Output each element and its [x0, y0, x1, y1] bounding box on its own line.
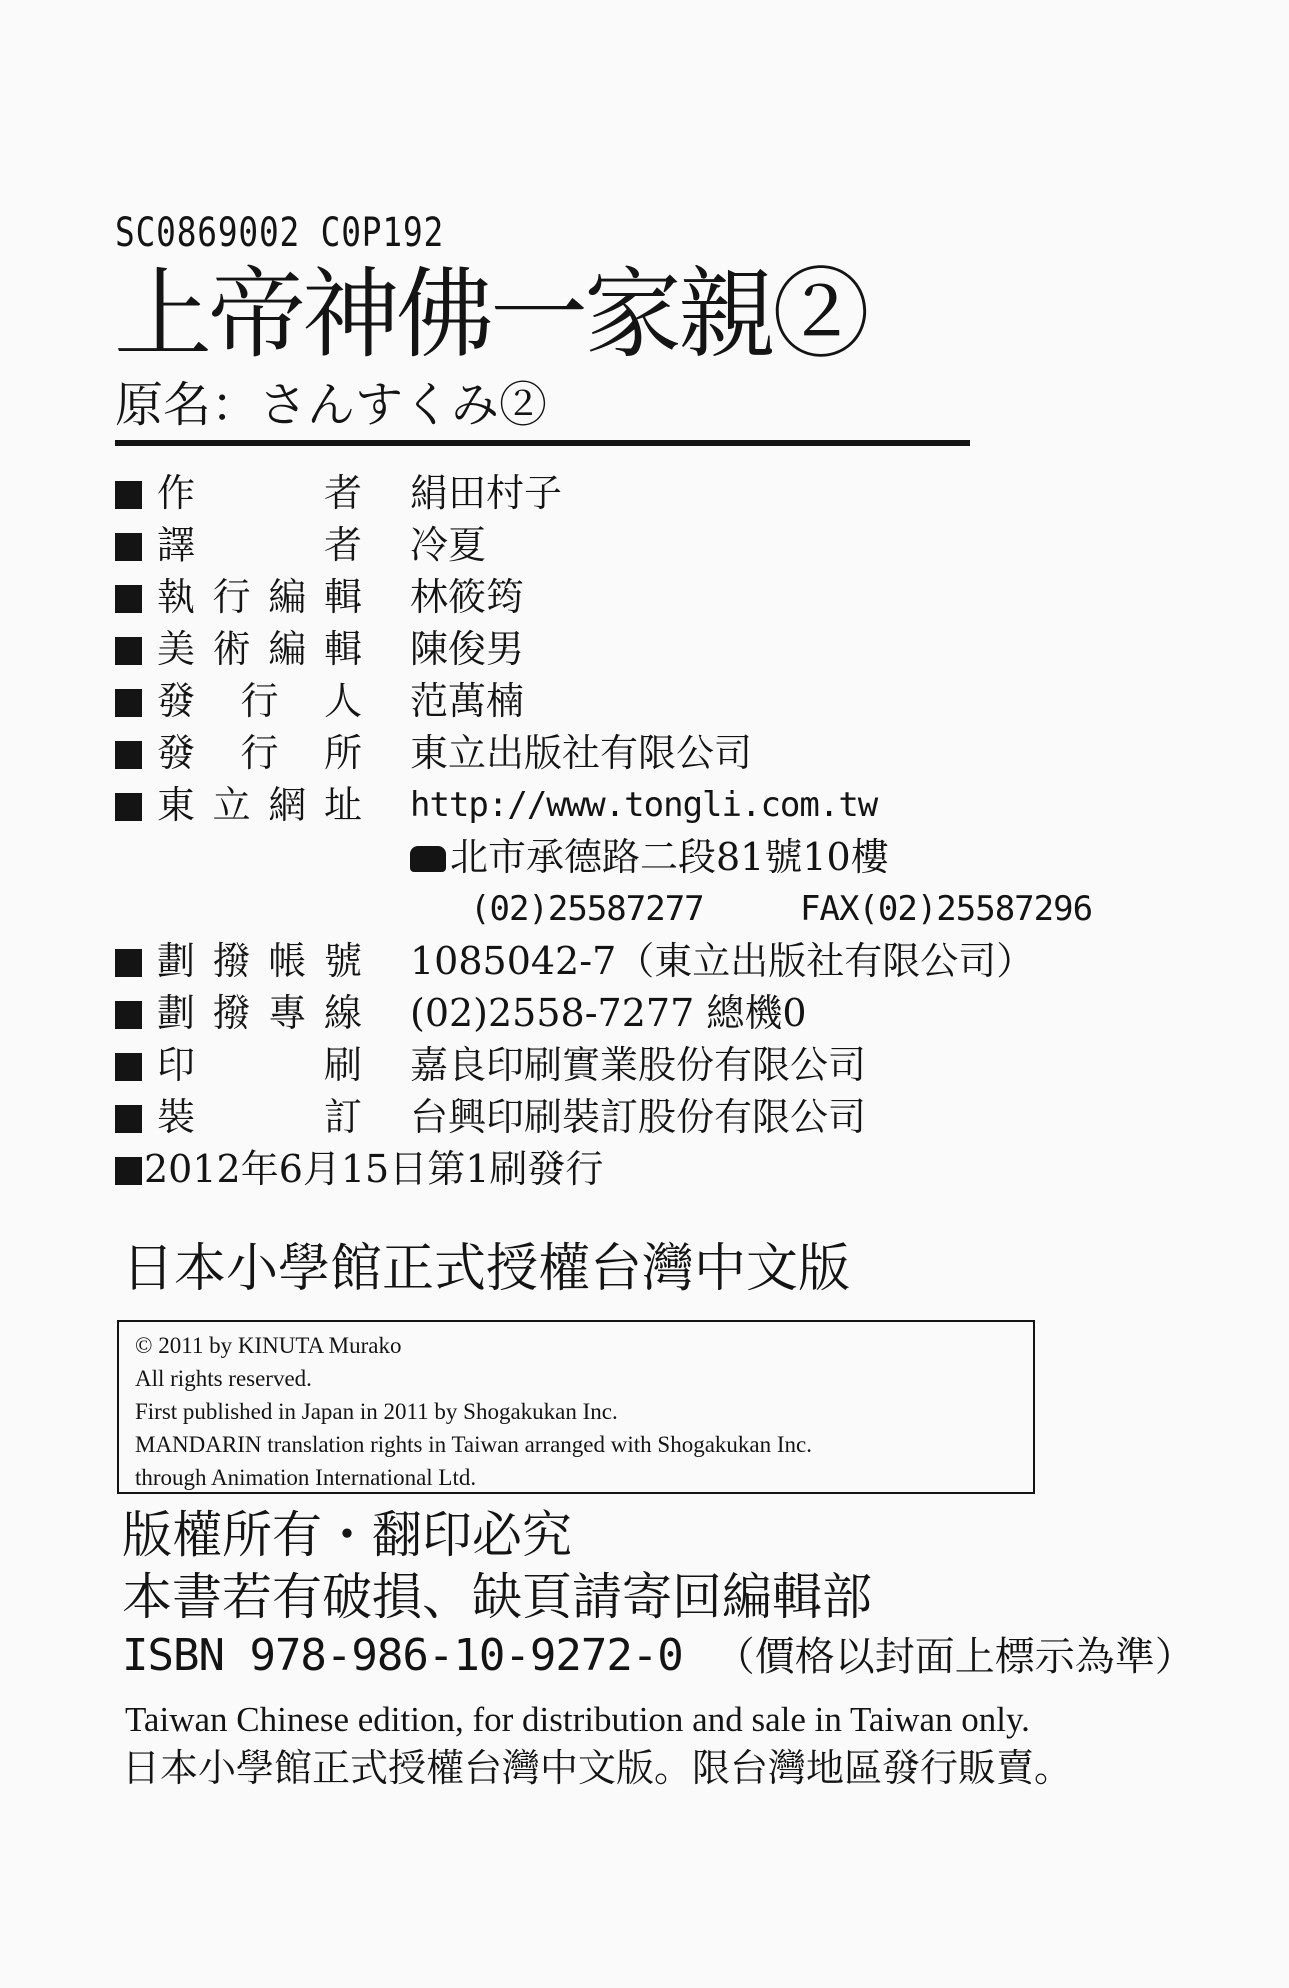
credit-label: 譯者	[157, 523, 362, 567]
copyright-box	[117, 1320, 1035, 1494]
copyright-line: through Animation International Ltd.	[135, 1465, 477, 1490]
bullet-square-icon	[115, 533, 142, 561]
credit-row	[115, 936, 1035, 986]
credit-value: 嘉良印刷實業股份有限公司	[410, 1043, 867, 1087]
website-url: http://www.tongli.com.tw	[410, 785, 878, 825]
credit-value: 陳俊男	[410, 627, 525, 671]
credit-row	[115, 572, 525, 622]
product-code: SC0869002 C0P192	[115, 210, 445, 256]
bullet-square-icon	[115, 637, 142, 665]
title-rule	[115, 440, 970, 446]
credit-row	[115, 468, 563, 518]
book-title: 上帝神佛一家親②	[114, 258, 867, 372]
copyright-line: First published in Japan in 2011 by Shogakukan Inc.	[135, 1399, 618, 1424]
credit-label: 作者	[157, 471, 362, 515]
bullet-square-icon	[115, 689, 142, 717]
release-date: 2012年6月15日第1刷發行	[144, 1147, 604, 1191]
isbn-line	[122, 1630, 1195, 1681]
authorization-heading: 日本小學館正式授權台灣中文版	[122, 1239, 851, 1299]
bullet-square-icon	[115, 1001, 142, 1029]
original-title: 原名：さんすくみ②	[115, 377, 548, 433]
credit-label: 劃撥帳號	[157, 939, 362, 983]
credit-label: 發行人	[157, 679, 362, 723]
isbn-number: ISBN 978-986-10-9272-0	[122, 1630, 683, 1681]
credit-row	[115, 1040, 867, 1090]
copyright-line: All rights reserved.	[135, 1366, 312, 1391]
credit-label: 發行所	[157, 731, 362, 775]
address-line	[410, 832, 889, 882]
credit-row	[115, 728, 753, 778]
credit-row	[115, 676, 525, 726]
credit-label: 印刷	[157, 1043, 362, 1087]
credit-label: 裝訂	[157, 1095, 362, 1139]
credit-value: 林筱筠	[410, 575, 525, 619]
bullet-square-icon	[115, 793, 142, 821]
credit-value: 1085042-7（東立出版社有限公司）	[410, 939, 1035, 983]
credit-label: 劃撥專線	[157, 991, 362, 1035]
credit-row	[115, 520, 487, 570]
telephone-icon	[410, 846, 446, 872]
bullet-square-icon	[115, 481, 142, 509]
credit-label: 東立網址	[157, 783, 362, 827]
copyright-line: MANDARIN translation rights in Taiwan arranged with Shogakukan Inc.	[135, 1432, 812, 1457]
english-distribution-note: Taiwan Chinese edition, for distribution and sale in Taiwan only.	[125, 1700, 1030, 1739]
credit-value: 東立出版社有限公司	[410, 731, 753, 775]
credit-value: (02)2558-7277 總機0	[410, 991, 807, 1035]
bullet-square-icon	[115, 1053, 142, 1081]
bullet-square-icon	[115, 585, 142, 613]
copyright-line: © 2011 by KINUTA Murako	[135, 1333, 402, 1358]
bullet-square-icon	[115, 741, 142, 769]
bullet-square-icon	[115, 949, 142, 977]
phone-number: (02)25587277	[470, 889, 704, 929]
credit-value: 范萬楠	[410, 679, 525, 723]
release-row	[115, 1144, 603, 1194]
damage-notice: 本書若有破損、缺頁請寄回編輯部	[122, 1568, 872, 1626]
rights-reserved: 版權所有・翻印必究	[122, 1506, 572, 1564]
fax-number: FAX(02)25587296	[800, 889, 1093, 929]
credit-row	[115, 1092, 867, 1142]
credit-value: 絹田村子	[410, 471, 563, 515]
chinese-distribution-note: 日本小學館正式授權台灣中文版。限台灣地區發行販賣。	[122, 1746, 1073, 1790]
credit-value: 台興印刷裝訂股份有限公司	[410, 1095, 867, 1139]
bullet-square-icon	[115, 1157, 142, 1185]
price-note: （價格以封面上標示為準）	[714, 1634, 1195, 1680]
credit-value: 冷夏	[410, 523, 487, 567]
credit-row	[115, 988, 807, 1038]
credit-label: 執行編輯	[157, 575, 362, 619]
credit-row	[115, 780, 878, 830]
bullet-square-icon	[115, 1105, 142, 1133]
credit-row	[115, 624, 525, 674]
credit-label: 美術編輯	[157, 627, 362, 671]
address-text: 北市承德路二段81號10樓	[450, 835, 889, 879]
